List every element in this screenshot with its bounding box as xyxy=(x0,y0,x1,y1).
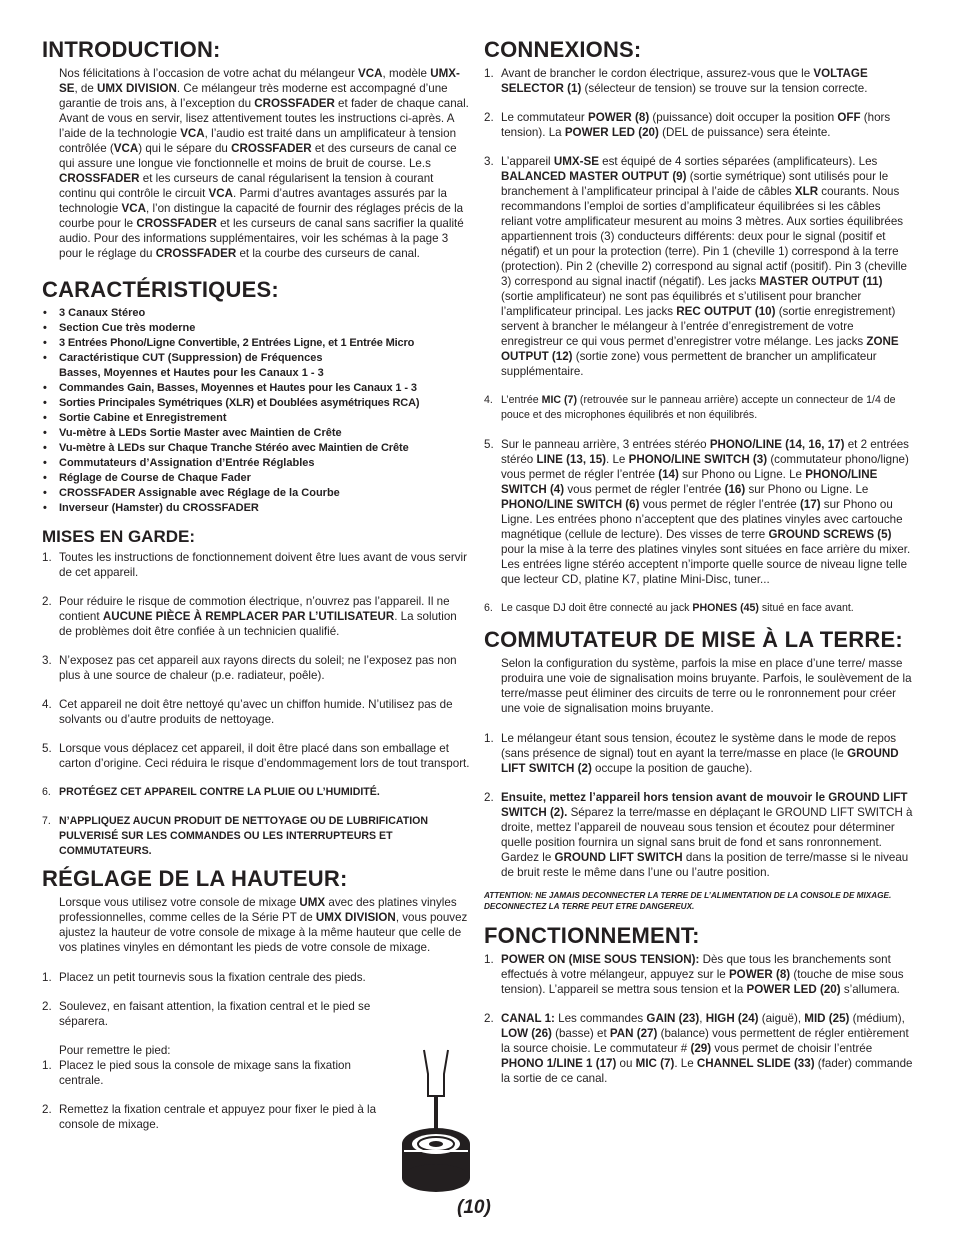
left-column xyxy=(42,38,470,1146)
list-item: • Caractéristique CUT (Suppression) de Fréquences Basses, Moyennes et Hautes pour les Canaux 1 - 3 xyxy=(42,351,470,381)
right-column xyxy=(484,38,914,1100)
list-item: • Commutateurs d’Assignation d’Entrée Réglables xyxy=(42,456,470,471)
height-paragraph: Lorsque vous utilisez votre console de mixage UMX avec des platines vinyles professionnelles, comme celles de la Série PT de UMX DIVISION, vous pouvez ajustez la hauteur de votre console de mixage à la même hauteur que celle de vos platines vinyles en démontant les pieds de votre console de mixage. xyxy=(59,896,468,954)
list-item: 2. Ensuite, mettez l’appareil hors tension avant de mouvoir le GROUND LIFT SWITCH (2). Séparez la terre/masse en déplaçant le GROUND LIFT SWITCH à droite, mettez l’appareil de nouveau sous tension et écoutez pour déterminer quelle position fournira un signal sans bruit de fond et sans ronronnement. Gardez le GROUND LIFT SWITCH dans la position de terre/masse si le niveau de bruit reste le même dans l’une ou l’autre position. xyxy=(484,791,913,879)
list-item: 2. CANAL 1: Les commandes GAIN (23), HIGH (24) (aiguë), MID (25) (médium), LOW (26) (basse) et PAN (27) (balance) vous permettent de régler entièrement la source choisie. Le commutateur # (29) vous permet de choisir l’entrée PHONO 1/LINE 1 (17) ou MIC (7). Le CHANNEL SLIDE (33) (fader) commande la sortie de ce canal. xyxy=(484,1012,913,1085)
list-item: • Commandes Gain, Basses, Moyennes et Hautes pour les Canaux 1 - 3 xyxy=(42,381,470,396)
ground-paragraph: Selon la configuration du système, parfois la mise en place d’une terre/ masse produira une voie de signalisation moins bruyante. Parfois, le soulèvement de la terre/masse peut éliminer des circuits de terre ou le ronronnement pour créer une voie de signalisation moins bruyante. xyxy=(501,657,912,715)
height-heading: RÉGLAGE DE LA HAUTEUR: xyxy=(42,866,348,891)
list-item: 2. Pour réduire le risque de commotion électrique, n’ouvrez pas l’appareil. Il ne contient AUCUNE PIÈCE À REMPLACER PAR L’UTILISATEUR. La solution de problèmes doit être confiée à un technicien qualifié. xyxy=(42,595,457,638)
list-item: 1. Placez le pied sous la console de mixage sans la fixation centrale. xyxy=(42,1059,351,1087)
list-item: 2. Le commutateur POWER (8) (puissance) doit occuper la position OFF (hors tension). La POWER LED (20) (DEL de puissance) sera éteinte. xyxy=(484,111,891,139)
warnings-list xyxy=(42,550,470,859)
list-item: 7. N’APPLIQUEZ AUCUN PRODUIT DE NETTOYAGE OU DE LUBRIFICATION PULVERISÉ SUR LES COMMANDES OU LES INTERRUPTEURS ET COMMUTATEURS. xyxy=(42,815,429,857)
height-steps xyxy=(42,970,402,1029)
attention-note: ATTENTION: NE JAMAIS DECONNECTER LA TERRE DE L’ALIMENTATION DE LA CONSOLE DE MIXAGE. DECONNECTEZ LA TERRE PEUT ETRE DANGEREUX. xyxy=(484,891,892,911)
intro-paragraph: Nos félicitations à l’occasion de votre achat du mélangeur VCA, modèle UMX-SE, de UMX DIVISION. Ce mélangeur très moderne est accompagné d’une garantie de trois ans, à l’exception du CROSSFADER et fader de chaque canal. Avant de vous en servir, lisez attentivement toutes les instructions ci-après. A l’aide de la technologie VCA, l’audio est traité dans un amplificateur à tension contrôlée (VCA) qui le sépare du CROSSFADER et des curseurs de canal ce qui assure une longue vie fonctionnelle et moins de bruit de course. Le.s CROSSFADER et les curseurs de canal régularisent la tension à courant continu qui contrôle le circuit VCA. Parmi d’autres avantages assurés par la technologie VCA, l’on distingue la capacité de fournir des réglages précis de la courbe pour le CROSSFADER et les curseurs de canal sans sacrifier la qualité audio. Pour des informations supplémentaires, voir les schémas à la page 3 pour le réglage du CROSSFADER et la courbe des curseurs de canal. xyxy=(59,67,469,260)
list-item: 2. Soulevez, en faisant attention, la fixation central et le pied se séparera. xyxy=(42,1000,371,1028)
connexions-heading: CONNEXIONS: xyxy=(484,37,642,62)
reassemble-steps xyxy=(42,1058,387,1132)
features-list xyxy=(42,306,470,516)
list-item: 1. Toutes les instructions de fonctionnement doivent être lues avant de vous servir de cet appareil. xyxy=(42,551,467,579)
features-heading: CARACTÉRISTIQUES: xyxy=(42,277,279,302)
page-number: (10) xyxy=(457,1197,491,1218)
ground-steps xyxy=(484,731,914,880)
list-item: 1. POWER ON (MISE SOUS TENSION): Dès que tous les branchements sont effectués à votre mélangeur, appuyez sur le POWER (8) (touche de mise sous tension). L’appareil se mettra sous tension et la POWER LED (20) s’allumera. xyxy=(484,953,904,996)
list-item: • Sortie Cabine et Enregistrement xyxy=(42,411,470,426)
list-item: 2. Remettez la fixation centrale et appuyez pour fixer le pied à la console de mixage. xyxy=(42,1103,377,1131)
connexions-list xyxy=(484,66,914,616)
list-item: 4. Cet appareil ne doit être nettoyé qu’avec un chiffon humide. N’utilisez pas de solvants ou d’autre produits de nettoyage. xyxy=(42,698,453,726)
list-item: 1. Placez un petit tournevis sous la fixation centrale des pieds. xyxy=(42,971,366,984)
operation-list xyxy=(484,952,914,1086)
list-item: 6. PROTÉGEZ CET APPAREIL CONTRE LA PLUIE OU L’HUMIDITÉ. xyxy=(42,786,380,798)
list-item: 1. Le mélangeur étant sous tension, écoutez le système dans le mode de repos (sans présence de signal) tout en ayant la terre/masse en place (le GROUND LIFT SWITCH (2) occupe la position de gauche). xyxy=(484,732,899,775)
list-item: 3. N’exposez pas cet appareil aux rayons directs du soleil; ne l’exposez pas non plus à une source de chaleur (p.e. radiateur, poêle). xyxy=(42,654,457,682)
list-item: • Réglage de Course de Chaque Fader xyxy=(42,471,470,486)
list-item: • 3 Entrées Phono/Ligne Convertible, 2 Entrées Ligne, et 1 Entrée Micro xyxy=(42,336,470,351)
list-item: • Vu-mètre à LEDs Sortie Master avec Maintien de Crête xyxy=(42,426,470,441)
list-item: • Section Cue très moderne xyxy=(42,321,470,336)
operation-heading: FONCTIONNEMENT: xyxy=(484,923,700,948)
list-item: 4. L’entrée MIC (7) (retrouvée sur le panneau arrière) accepte un connecteur de 1/4 de pouce et des microphones équilibrés et non équilibrés. xyxy=(484,394,896,421)
list-item: 5. Sur le panneau arrière, 3 entrées stéréo PHONO/LINE (14, 16, 17) et 2 entrées stéréo LINE (13, 15). Le PHONO/LINE SWITCH (3) (commutateur phono/ligne) vous permet de régler l’entrée (14) sur Phono ou Ligne. Le PHONO/LINE SWITCH (4) vous permet de régler l’entrée (16) sur Phono ou Ligne. Le PHONO/LINE SWITCH (6) vous permet de régler l’entrée (17) sur Phono ou Ligne. Les entrées phono n’acceptent que des platines vinyles avec cartouche magnétique (cellule de lecture). Des visses de terre GROUND SCREWS (5) pour la mise à la terre des platines vinyles sont situées en face arrière du mixer. Les entrées ligne stéréo acceptent n’importe quelle source de niveau ligne telle que lecteur CD, platine K7, platine Mini-Disc, tuner... xyxy=(484,438,911,586)
reassemble-label: Pour remettre le pied: xyxy=(59,1044,171,1057)
list-item: • 3 Canaux Stéreo xyxy=(42,306,470,321)
list-item: • CROSSFADER Assignable avec Réglage de la Courbe xyxy=(42,486,470,501)
list-item: 6. Le casque DJ doit être connecté au jack PHONES (45) situé en face avant. xyxy=(484,602,854,614)
warnings-heading: MISES EN GARDE: xyxy=(42,527,196,546)
list-item: 3. L’appareil UMX-SE est équipé de 4 sorties séparées (amplificateurs). Les BALANCED MASTER OUTPUT (9) (sortie symétrique) sont utilisés pour le branchement à l’amplificateur principal à l’aide de câbles XLR courants. Nous recommandons l’emploi de sorties d’amplificateur équilibrées si les câbles reliant votre amplificateur mesurent au moins 3 mètres. Aux sorties équilibrées appartiennent trois (3) conducteurs différents: deux pour le signal (positif et négatif) et un pour la protection (terre). Pin 1 (cheville 1) correspond à la terre (protection). Pin 2 (cheville 2) correspond au signal actif (positif). Pin 3 (cheville 3) correspond au signal inactif (négatif). Les jacks MASTER OUTPUT (11) (sortie amplificateur) ne sont pas équilibrés et s’utilisent pour brancher l’amplificateur principal. Les jacks REC OUTPUT (10) (sortie enregistrement) servent à brancher le mélangeur à l’entrée d’enregistrement de votre enregistreur ce qui vous permet d’enregistrer votre mélange. Les jacks ZONE OUTPUT (12) (sortie zone) vous permettent de brancher un amplificateur supplémentaire. xyxy=(484,155,907,378)
ground-heading: COMMUTATEUR DE MISE À LA TERRE: xyxy=(484,627,903,652)
list-item: 1. Avant de brancher le cordon électrique, assurez-vous que le VOLTAGE SELECTOR (1) (sélecteur de tension) se trouve sur la tension correcte. xyxy=(484,67,868,95)
list-item: • Vu-mètre à LEDs sur Chaque Tranche Stéréo avec Maintien de Crête xyxy=(42,441,470,456)
list-item: • Inverseur (Hamster) du CROSSFADER xyxy=(42,501,470,516)
intro-heading: INTRODUCTION: xyxy=(42,37,221,62)
list-item: • Sorties Principales Symétriques (XLR) et Doublées asymétriques RCA) xyxy=(42,396,470,411)
list-item: 5. Lorsque vous déplacez cet appareil, il doit être placé dans son emballage et carton d’origine. Ceci réduira le risque d’endommagement lors de tout transport. xyxy=(42,742,470,770)
foot-and-screwdriver-illustration xyxy=(398,1046,474,1196)
